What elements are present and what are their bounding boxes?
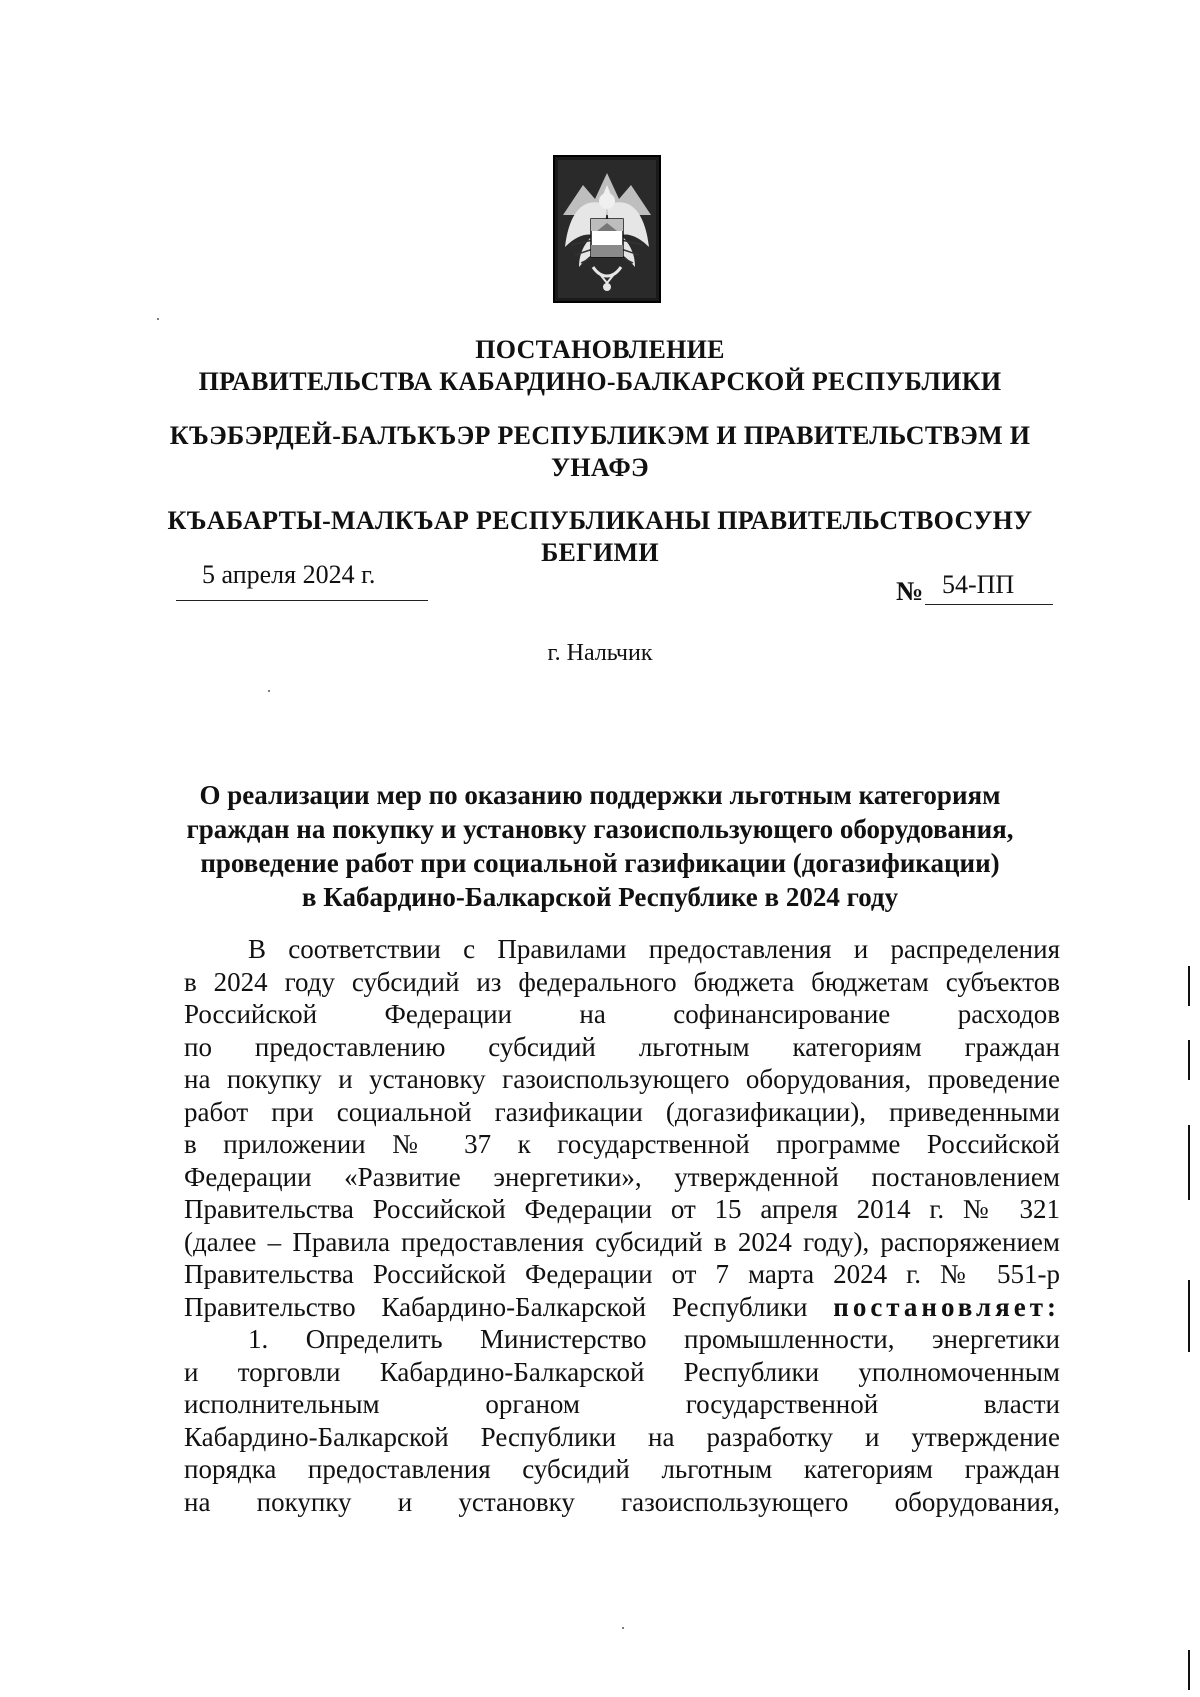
document-city: г. Нальчик: [547, 640, 653, 666]
title-line-4: УНАФЭ: [551, 453, 649, 482]
resolution-keyword: постановляет:: [833, 1291, 1061, 1322]
body-line: и торговли Кабардино-Балкарской Республики уполномоченным: [184, 1356, 1060, 1387]
body-line-resolution: [184, 1291, 1060, 1324]
title-line-3: КЪЭБЭРДЕЙ-БАЛЪКЪЭР РЕСПУБЛИКЭМ И ПРАВИТЕЛЬСТВЭМ И: [169, 421, 1031, 450]
body-line: Российской Федерации на софинансирование расходов: [184, 999, 1060, 1029]
number-sign: №: [896, 576, 924, 606]
body-line: В соответствии с Правилами предоставления и распределения: [248, 934, 1060, 964]
body-line: на покупку и установку газоиспользующего оборудования, проведение: [184, 1064, 1060, 1094]
title-line-2: ПРАВИТЕЛЬСТВА КАБАРДИНО-БАЛКАРСКОЙ РЕСПУБЛИКИ: [198, 367, 1002, 396]
subject-line-4: в Кабардино-Балкарской Республике в 2024 году: [301, 882, 899, 912]
body-line: (далее – Правила предоставления субсидий в 2024 году), распоряжением: [184, 1226, 1060, 1257]
date-underline: [176, 600, 428, 601]
scan-dot: [157, 318, 159, 320]
margin-mark: [1188, 1650, 1190, 1690]
title-line-5: КЪАБАРТЫ-МАЛКЪАР РЕСПУБЛИКАНЫ ПРАВИТЕЛЬСТВОСУНУ: [167, 506, 1033, 535]
title-block-russian: [150, 334, 1050, 398]
body-line: порядка предоставления субсидий льготным категориям граждан: [184, 1454, 1060, 1484]
margin-mark: [1188, 1040, 1190, 1080]
body-line: исполнительным органом государственной власти: [184, 1389, 1060, 1419]
title-line-1: ПОСТАНОВЛЕНИЕ: [475, 335, 725, 364]
document-number: 54-ПП: [942, 570, 1015, 599]
body-line: работ при социальной газификации (догазификации), приведенными: [184, 1096, 1060, 1127]
document-date: 5 апреля 2024 г.: [202, 560, 376, 589]
margin-mark: [1188, 966, 1190, 1006]
document-subject: [150, 778, 1050, 914]
subject-line-1: О реализации мер по оказанию поддержки льготным категориям: [199, 780, 1001, 810]
scan-dot: [268, 690, 270, 692]
body-line: в приложении № 37 к государственной программе Российской: [184, 1129, 1060, 1159]
coat-of-arms-emblem: [553, 155, 661, 303]
number-underline: [925, 604, 1053, 605]
body-line: Правительства Российской Федерации от 15 апреля 2014 г. № 321: [184, 1194, 1060, 1224]
margin-mark: [1188, 1280, 1190, 1352]
body-line: на покупку и установку газоиспользующего оборудования,: [184, 1486, 1060, 1517]
scan-dot: [622, 1627, 624, 1629]
title-block-kabardian: [150, 420, 1050, 484]
body-line: в 2024 году субсидий из федерального бюджета бюджетам субъектов: [184, 966, 1060, 997]
margin-mark: [1188, 1125, 1190, 1200]
body-line: 1. Определить Министерство промышленности, энергетики: [248, 1324, 1060, 1354]
subject-line-3: проведение работ при социальной газификации (догазификации): [200, 848, 1000, 878]
body-line: Кабардино-Балкарской Республики на разработку и утверждение: [184, 1421, 1060, 1452]
document-body: [184, 933, 1060, 1518]
resolution-text: Правительство Кабардино-Балкарской Республики: [184, 1291, 808, 1322]
title-line-6: БЕГИМИ: [541, 538, 659, 567]
body-line: по предоставлению субсидий льготным категориям граждан: [184, 1031, 1060, 1062]
body-line: Правительства Российской Федерации от 7 марта 2024 г. № 551-р: [184, 1259, 1060, 1289]
subject-line-2: граждан на покупку и установку газоиспользующего оборудования,: [186, 814, 1014, 844]
body-line: Федерации «Развитие энергетики», утвержденной постановлением: [184, 1161, 1060, 1192]
